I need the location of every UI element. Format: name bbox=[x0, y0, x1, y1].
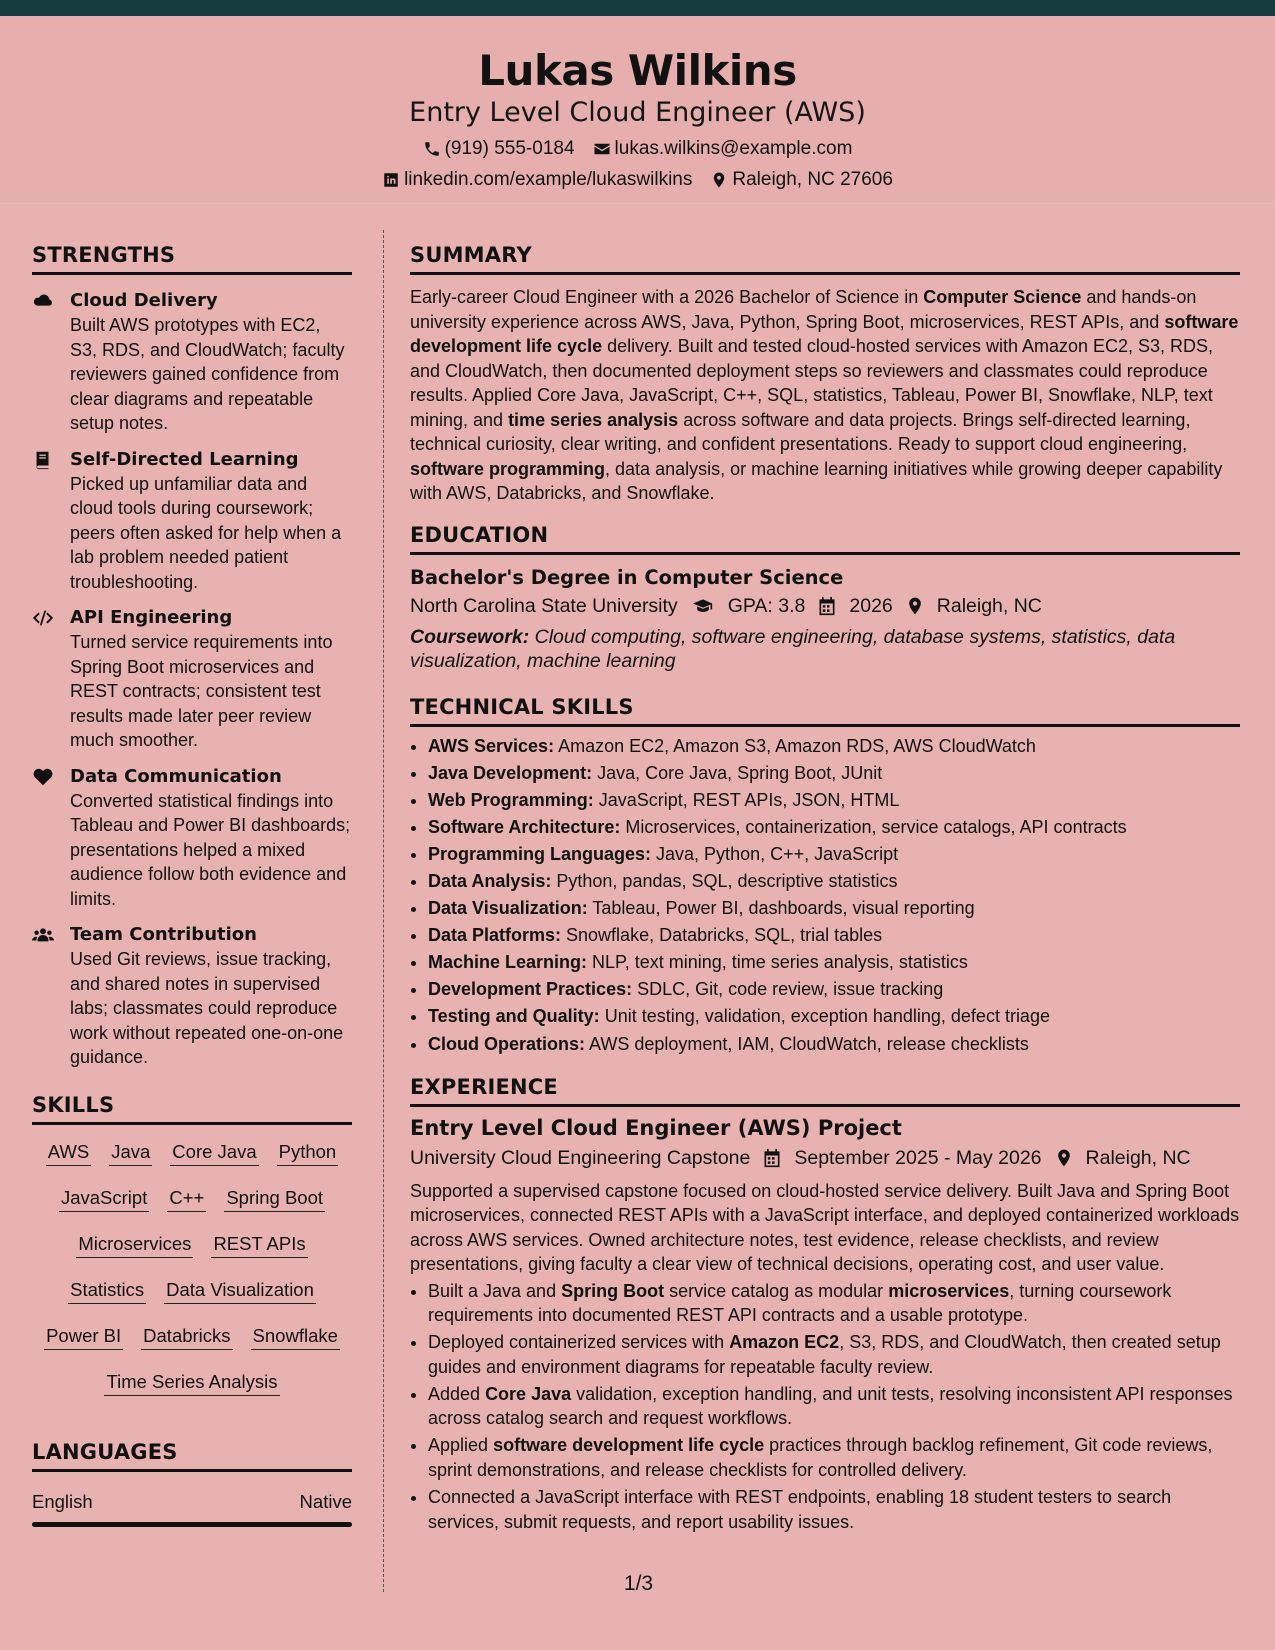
technical-skill-item bbox=[428, 922, 1240, 949]
skill-tag: Spring Boot bbox=[224, 1185, 325, 1212]
skill-category: Software Architecture: bbox=[428, 816, 621, 837]
phone-text: (919) 555-0184 bbox=[444, 138, 575, 159]
text-run: validation, exception handling, and unit tests, resolving inconsistent API responses across catalog search and request workflows. bbox=[428, 1383, 1233, 1429]
contact-row-1 bbox=[0, 137, 1275, 161]
left-column bbox=[32, 240, 352, 1527]
candidate-name: Lukas Wilkins bbox=[478, 46, 797, 95]
experience-org: University Cloud Engineering Capstone bbox=[410, 1146, 751, 1169]
email-text: lukas.wilkins@example.com bbox=[614, 138, 853, 159]
skill-tag: Java bbox=[109, 1139, 152, 1166]
graduation-year: 2026 bbox=[849, 594, 893, 617]
experience-heading: EXPERIENCE bbox=[410, 1072, 1240, 1107]
top-accent-bar bbox=[0, 0, 1275, 16]
contact-row-2 bbox=[0, 168, 1275, 192]
degree-title: Bachelor's Degree in Computer Science bbox=[410, 565, 844, 589]
text-run: across software and data projects. Brings self-directed learning, technical curiosity, clear writing, and confident presentations. Ready to support cloud engineering, bbox=[410, 409, 1191, 454]
skill-values: NLP, text mining, time series analysis, statistics bbox=[587, 952, 968, 973]
experience-bullet bbox=[428, 1382, 1240, 1431]
strengths-heading: STRENGTHS bbox=[32, 240, 352, 275]
summary-text bbox=[410, 285, 1240, 506]
email-contact[interactable] bbox=[593, 137, 853, 161]
skill-tag: AWS bbox=[46, 1139, 91, 1166]
skill-category: Development Practices: bbox=[428, 979, 633, 1000]
strength-item bbox=[32, 289, 352, 436]
text-run: Added bbox=[428, 1383, 486, 1404]
skill-category: Machine Learning: bbox=[428, 952, 588, 973]
text-run: service catalog as modular bbox=[664, 1280, 889, 1301]
text-run: Connected a JavaScript interface with REST endpoints, enabling 18 student testers to search services, submit requests, and report usability issues. bbox=[428, 1487, 1172, 1532]
skill-tag: Python bbox=[277, 1139, 339, 1166]
text-run: , data analysis, or machine learning initiatives while growing deeper capability with AWS, Databricks, and Snowflake. bbox=[410, 458, 1223, 503]
strength-title: Team Contribution bbox=[70, 924, 257, 945]
strength-item bbox=[32, 448, 352, 595]
skill-tag: Core Java bbox=[170, 1139, 258, 1166]
technical-skill-item bbox=[428, 895, 1240, 922]
language-row bbox=[32, 1490, 352, 1514]
skill-tag: Data Visualization bbox=[164, 1277, 316, 1304]
emphasis-text: Computer Science bbox=[923, 287, 1082, 307]
text-run: and hands-on university experience across AWS, Java, Python, Spring Boot, microservices, REST APIs, and bbox=[410, 287, 1197, 332]
skill-tag: Databricks bbox=[141, 1323, 232, 1350]
page-number: 1/3 bbox=[623, 1572, 654, 1595]
technical-skills-list bbox=[410, 733, 1240, 1058]
users-icon bbox=[32, 925, 54, 945]
skills-heading: SKILLS bbox=[32, 1090, 352, 1125]
emphasis-text: Amazon EC2 bbox=[729, 1332, 840, 1353]
graduation-cap-icon bbox=[690, 596, 716, 616]
education-heading: EDUCATION bbox=[410, 520, 1240, 555]
emphasis-text: microservices bbox=[888, 1280, 1010, 1301]
map-pin-icon bbox=[1054, 1148, 1074, 1168]
emphasis-text: software development life cycle bbox=[410, 311, 1239, 356]
experience-bullet bbox=[428, 1279, 1240, 1328]
right-column bbox=[410, 240, 1240, 1537]
technical-skill-item bbox=[428, 1003, 1240, 1030]
skill-category: Data Analysis: bbox=[428, 870, 552, 891]
emphasis-text: time series analysis bbox=[508, 409, 679, 430]
location-text: Raleigh, NC 27606 bbox=[732, 169, 893, 190]
technical-skill-item bbox=[428, 733, 1240, 760]
text-run: , S3, RDS, and CloudWatch, then created setup guides and environment diagrams for repeatable faculty review. bbox=[428, 1332, 1221, 1377]
experience-bullet bbox=[428, 1485, 1240, 1534]
experience-dates: September 2025 - May 2026 bbox=[794, 1146, 1042, 1169]
skill-tag: JavaScript bbox=[59, 1185, 149, 1212]
skills-tags bbox=[32, 1139, 352, 1415]
linkedin-text: linkedin.com/example/lukaswilkins bbox=[404, 169, 693, 190]
technical-skill-item bbox=[428, 841, 1240, 868]
skill-tag: Statistics bbox=[68, 1277, 146, 1304]
technical-skill-item bbox=[428, 787, 1240, 814]
technical-skill-item bbox=[428, 949, 1240, 976]
experience-meta bbox=[410, 1143, 1240, 1173]
technical-skill-item bbox=[428, 868, 1240, 895]
language-proficiency-bar bbox=[32, 1522, 352, 1527]
text-run: Applied bbox=[428, 1435, 494, 1456]
language-level: Native bbox=[299, 1490, 352, 1512]
skill-category: AWS Services: bbox=[428, 735, 555, 756]
skill-tag: C++ bbox=[167, 1185, 206, 1212]
skill-values: Java, Core Java, Spring Boot, JUnit bbox=[592, 762, 883, 783]
education-meta bbox=[410, 591, 1240, 621]
location-contact bbox=[710, 168, 893, 192]
strength-text: Turned service requirements into Spring Boot microservices and REST contracts; consistent test results made later peer review much smoother. bbox=[70, 632, 333, 750]
technical-skill-item bbox=[428, 976, 1240, 1003]
technical-skill-item bbox=[428, 814, 1240, 841]
skill-category: Web Programming: bbox=[428, 789, 594, 810]
strength-title: API Engineering bbox=[70, 607, 233, 628]
candidate-title: Entry Level Cloud Engineer (AWS) bbox=[409, 97, 866, 128]
linkedin-icon bbox=[382, 171, 400, 189]
experience-bullets bbox=[410, 1279, 1240, 1534]
text-run: Built a Java and bbox=[428, 1280, 562, 1301]
technical-skill-item bbox=[428, 1031, 1240, 1058]
language-name: English bbox=[32, 1490, 93, 1512]
experience-location: Raleigh, NC bbox=[1085, 1146, 1191, 1169]
text-run: , turning coursework requirements into documented REST API contracts and a usable prototype. bbox=[428, 1280, 1172, 1326]
skill-values: Python, pandas, SQL, descriptive statistics bbox=[551, 870, 898, 891]
skill-category: Programming Languages: bbox=[428, 843, 652, 864]
column-divider bbox=[383, 230, 384, 1592]
book-icon bbox=[32, 450, 54, 470]
gpa-text: GPA: 3.8 bbox=[727, 594, 806, 617]
skill-category: Data Visualization: bbox=[428, 898, 588, 919]
skill-category: Java Development: bbox=[428, 762, 593, 783]
skill-values: Tableau, Power BI, dashboards, visual reporting bbox=[587, 898, 975, 919]
text-run: Deployed containerized services with bbox=[428, 1332, 730, 1353]
emphasis-text: Spring Boot bbox=[561, 1280, 665, 1301]
emphasis-text: Core Java bbox=[485, 1383, 572, 1404]
linkedin-contact[interactable] bbox=[382, 168, 692, 192]
skill-tag: Snowflake bbox=[251, 1323, 340, 1350]
technical-skills-heading: TECHNICAL SKILLS bbox=[410, 692, 1240, 727]
coursework-text: Cloud computing, software engineering, database systems, statistics, data visualization, machine learning bbox=[410, 625, 1176, 672]
envelope-icon bbox=[593, 140, 611, 158]
experience-role: Entry Level Cloud Engineer (AWS) Project bbox=[410, 1115, 902, 1140]
skill-values: AWS deployment, IAM, CloudWatch, release checklists bbox=[585, 1033, 1029, 1054]
resume-header bbox=[0, 16, 1275, 204]
experience-description: Supported a supervised capstone focused on cloud-hosted service delivery. Built Java and Spring Boot microservices, connected REST APIs with a JavaScript interface, and deployed containerized workloads across AWS services. Owned architecture notes, test evidence, release checklists, and review presentations, giving faculty a clear view of technical decisions, operating cost, and user value. bbox=[410, 1180, 1240, 1275]
skill-category: Data Platforms: bbox=[428, 925, 562, 946]
skill-values: SDLC, Git, code review, issue tracking bbox=[632, 979, 944, 1000]
education-location: Raleigh, NC bbox=[936, 594, 1042, 617]
map-pin-icon bbox=[905, 596, 925, 616]
summary-heading: SUMMARY bbox=[410, 240, 1240, 275]
text-run: practices through backlog refinement, Git code reviews, sprint demonstrations, and release checklists for controlled delivery. bbox=[428, 1435, 1213, 1480]
code-icon bbox=[32, 608, 54, 628]
phone-contact[interactable] bbox=[423, 137, 575, 161]
technical-skill-item bbox=[428, 760, 1240, 787]
experience-bullet bbox=[428, 1433, 1240, 1482]
map-pin-icon bbox=[710, 171, 728, 189]
skill-values: Microservices, containerization, service catalogs, API contracts bbox=[620, 816, 1127, 837]
strengths-list bbox=[32, 289, 352, 1070]
skill-tag: REST APIs bbox=[211, 1231, 307, 1258]
strength-item bbox=[32, 765, 352, 912]
strength-title: Data Communication bbox=[70, 765, 282, 787]
skill-tag: Power BI bbox=[44, 1323, 123, 1350]
skill-values: Java, Python, C++, JavaScript bbox=[651, 843, 899, 864]
skill-values: JavaScript, REST APIs, JSON, HTML bbox=[593, 789, 900, 810]
strength-item bbox=[32, 923, 352, 1070]
skill-tag: Time Series Analysis bbox=[104, 1369, 279, 1396]
text-run: Early-career Cloud Engineer with a 2026 Bachelor of Science in bbox=[410, 287, 924, 307]
strength-text: Used Git reviews, issue tracking, and shared notes in supervised labs; classmates could reproduce work without repeated one-on-one guidance. bbox=[70, 949, 344, 1067]
phone-icon bbox=[423, 140, 441, 158]
emphasis-text: software programming bbox=[410, 458, 606, 479]
emphasis-text: software development life cycle bbox=[493, 1435, 765, 1456]
strength-text: Converted statistical findings into Tableau and Power BI dashboards; presentations helped a mixed audience follow both evidence and limits. bbox=[70, 790, 351, 909]
coursework-label: Coursework: bbox=[410, 625, 530, 648]
languages-heading: LANGUAGES bbox=[32, 1437, 352, 1472]
strength-text: Built AWS prototypes with EC2, S3, RDS, and CloudWatch; faculty reviewers gained confidence from clear diagrams and repeatable setup notes. bbox=[70, 315, 345, 433]
strength-item bbox=[32, 606, 352, 753]
skill-values: Snowflake, Databricks, SQL, trial tables bbox=[561, 925, 883, 946]
calendar-icon bbox=[762, 1148, 782, 1168]
strength-title: Cloud Delivery bbox=[70, 290, 218, 311]
calendar-icon bbox=[817, 596, 837, 616]
experience-bullet bbox=[428, 1330, 1240, 1379]
skill-category: Testing and Quality: bbox=[428, 1006, 600, 1027]
skill-values: Amazon EC2, Amazon S3, Amazon RDS, AWS CloudWatch bbox=[554, 735, 1036, 756]
school-name: North Carolina State University bbox=[410, 594, 678, 617]
cloud-icon bbox=[32, 291, 54, 311]
text-run: delivery. Built and tested cloud-hosted services with Amazon EC2, S3, RDS, and CloudWatch, then documented deployment steps so reviewers and classmates could reproduce results. Applied Core Java, JavaScript, C++, SQL, statistics, Tableau, Power BI, Snowflake, NLP, text mining, and bbox=[410, 336, 1214, 430]
heart-icon bbox=[32, 767, 54, 787]
skill-tag: Microservices bbox=[76, 1231, 193, 1258]
strength-text: Picked up unfamiliar data and cloud tools during coursework; peers often asked for help when a lab problem needed patient troubleshooting. bbox=[70, 473, 342, 592]
skill-values: Unit testing, validation, exception handling, defect triage bbox=[599, 1006, 1050, 1027]
strength-title: Self-Directed Learning bbox=[70, 448, 299, 470]
coursework bbox=[410, 625, 1240, 674]
skill-category: Cloud Operations: bbox=[428, 1033, 585, 1054]
